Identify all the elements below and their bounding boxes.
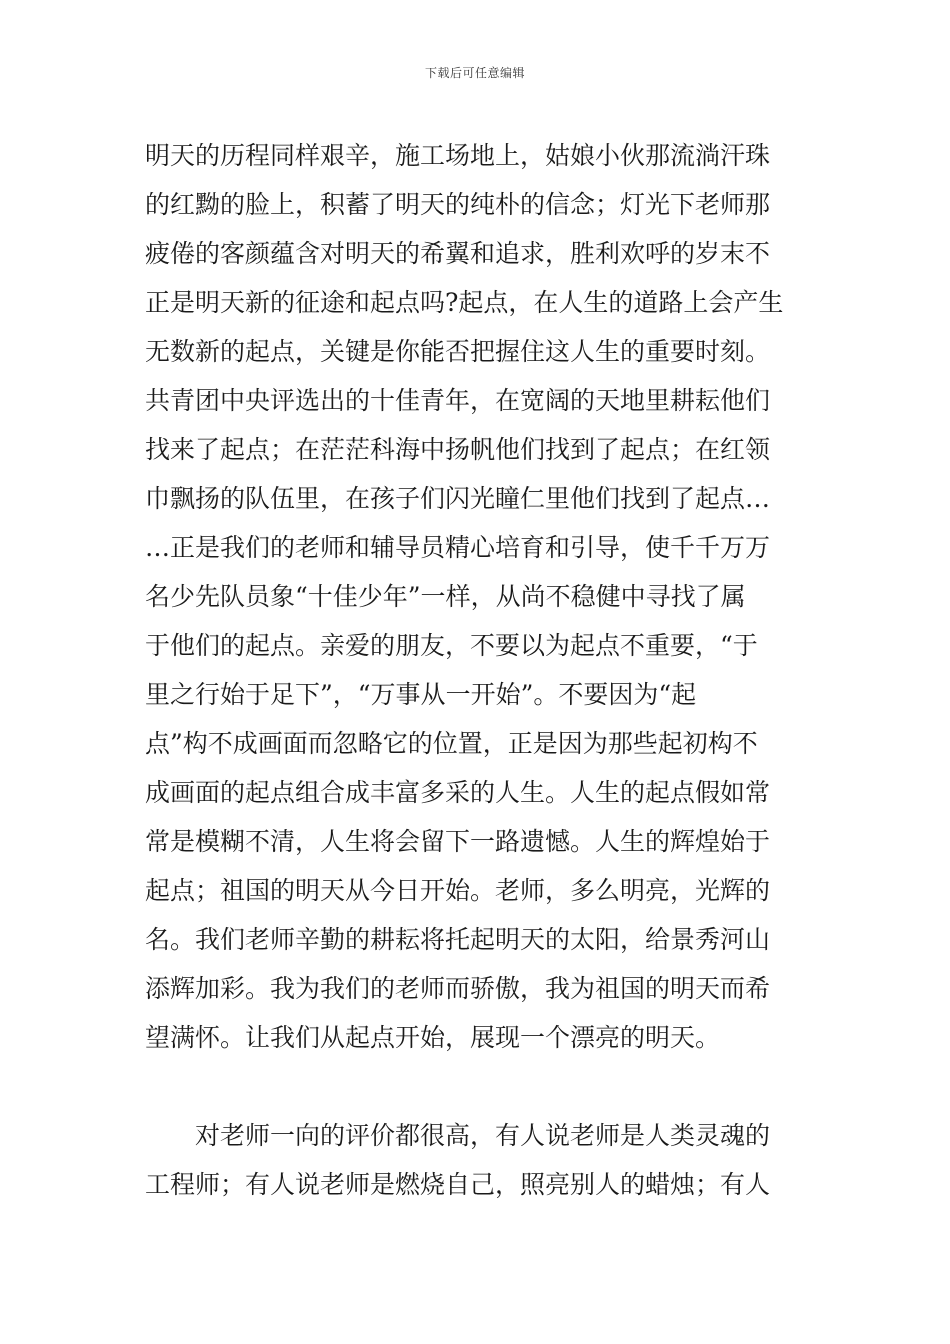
text-line: 成画面的起点组合成丰富多采的人生。人生的起点假如常 bbox=[145, 778, 771, 807]
text-line: 点”构不成画面而忽略它的位置，正是因为那些起初构不 bbox=[145, 729, 758, 758]
text-line: 工程师；有人说老师是燃烧自己，照亮别人的蜡烛；有人 bbox=[145, 1170, 771, 1199]
document-body bbox=[145, 131, 811, 1209]
text-line: …正是我们的老师和辅导员精心培育和引导，使千千万万 bbox=[145, 533, 771, 562]
text-line: 的红黝的脸上，积蓄了明天的纯朴的信念；灯光下老师那 bbox=[145, 190, 771, 219]
text-line: 共青团中央评选出的十佳青年，在宽阔的天地里耕耘他们 bbox=[145, 386, 771, 415]
paragraph-spacer bbox=[145, 1062, 811, 1111]
text-line: 对老师一向的评价都很高，有人说老师是人类灵魂的 bbox=[145, 1121, 771, 1150]
text-line: 里之行始于足下”，“万事从一开始”。不要因为“起 bbox=[145, 680, 697, 709]
text-line: 疲倦的客颜蕴含对明天的希翼和追求，胜利欢呼的岁末不 bbox=[145, 239, 771, 268]
paragraph-2 bbox=[145, 1111, 811, 1209]
page-header: 下载后可任意编辑 bbox=[424, 66, 525, 80]
text-line: 巾飘扬的队伍里，在孩子们闪光瞳仁里他们找到了起点… bbox=[145, 484, 771, 513]
text-line: 望满怀。让我们从起点开始，展现一个漂亮的明天。 bbox=[145, 1023, 721, 1052]
text-line: 于他们的起点。亲爱的朋友，不要以为起点不重要，“于 bbox=[145, 631, 758, 660]
text-line: 找来了起点；在茫茫科海中扬帆他们找到了起点；在红领 bbox=[145, 435, 771, 464]
text-line: 名。我们老师辛勤的耕耘将托起明天的太阳，给景秀河山 bbox=[145, 925, 771, 954]
text-line: 无数新的起点，关键是你能否把握住这人生的重要时刻。 bbox=[145, 337, 771, 366]
text-line: 正是明天新的征途和起点吗?起点，在人生的道路上会产生 bbox=[145, 288, 784, 317]
text-line: 添辉加彩。我为我们的老师而骄傲，我为祖国的明天而希 bbox=[145, 974, 771, 1003]
text-line: 明天的历程同样艰辛，施工场地上，姑娘小伙那流淌汗珠 bbox=[145, 141, 771, 170]
paragraph-1 bbox=[145, 131, 811, 1062]
text-line: 常是模糊不清，人生将会留下一路遗憾。人生的辉煌始于 bbox=[145, 827, 771, 856]
text-line: 名少先队员象“十佳少年”一样，从尚不稳健中寻找了属 bbox=[145, 582, 746, 611]
text-line: 起点；祖国的明天从今日开始。老师，多么明亮，光辉的 bbox=[145, 876, 771, 905]
